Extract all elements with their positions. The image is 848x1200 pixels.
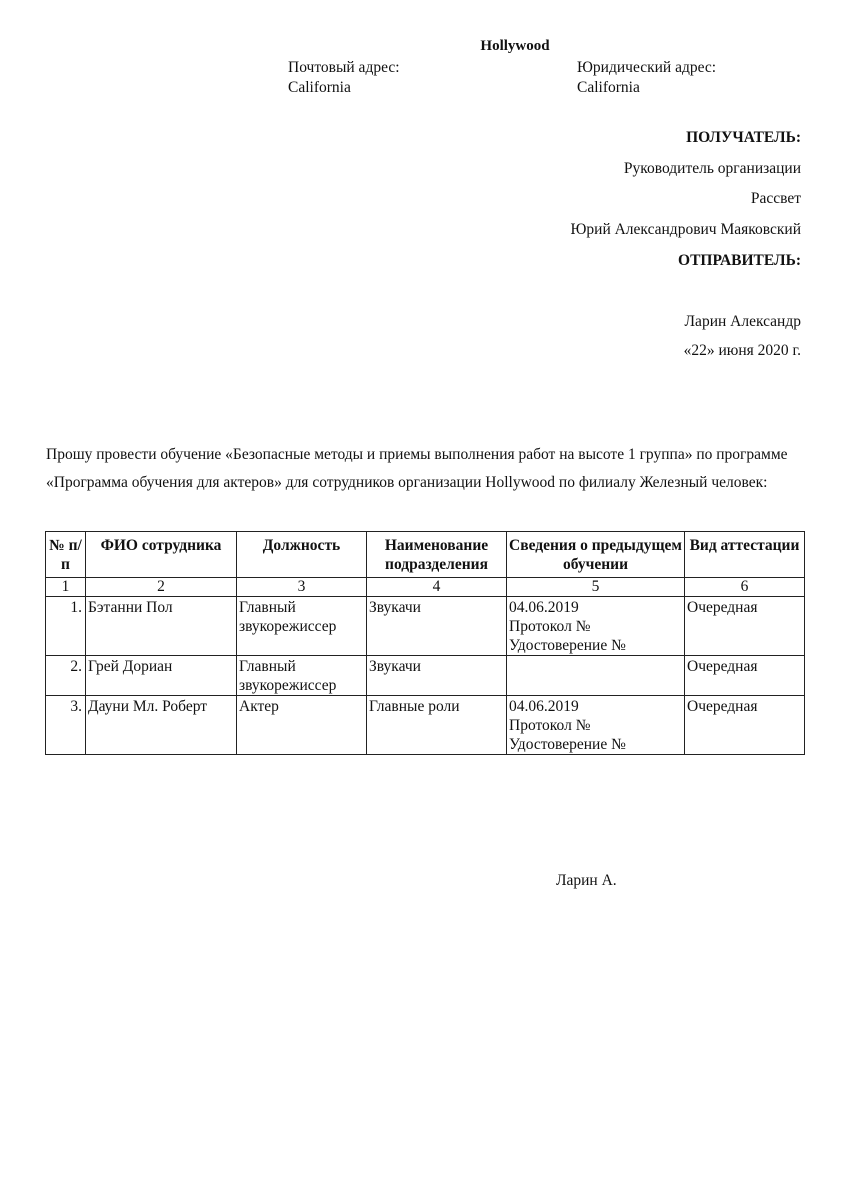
column-header: Сведения о предыдущем обучении bbox=[507, 532, 685, 578]
organization-name: Hollywood bbox=[480, 38, 550, 54]
training-date: 04.06.2019 bbox=[509, 698, 579, 715]
attestation-type: Очередная bbox=[685, 656, 805, 696]
employee-name: Грей Дориан bbox=[86, 656, 237, 696]
table-header-row bbox=[46, 532, 805, 578]
column-header: ФИО сотрудника bbox=[86, 532, 237, 578]
training-certificate: Удостоверение № bbox=[509, 637, 626, 654]
column-number: 3 bbox=[237, 578, 367, 597]
document-date: «22» июня 2020 г. bbox=[683, 342, 801, 359]
table-row bbox=[46, 656, 805, 696]
table-row bbox=[46, 696, 805, 755]
employee-department: Главные роли bbox=[367, 696, 507, 755]
column-number-row bbox=[46, 578, 805, 597]
recipient-name: Юрий Александрович Маяковский bbox=[570, 221, 801, 238]
employee-position: Актер bbox=[237, 696, 367, 755]
column-number: 6 bbox=[685, 578, 805, 597]
sender-heading: ОТПРАВИТЕЛЬ: bbox=[678, 252, 801, 269]
attestation-type: Очередная bbox=[685, 696, 805, 755]
training-protocol: Протокол № bbox=[509, 618, 591, 635]
sender-name: Ларин Александр bbox=[684, 313, 801, 330]
row-index: 3. bbox=[46, 696, 86, 755]
attestation-type: Очередная bbox=[685, 597, 805, 656]
column-header: № п/п bbox=[46, 532, 86, 578]
postal-address-value: California bbox=[288, 79, 351, 96]
employee-department: Звукачи bbox=[367, 656, 507, 696]
postal-address-label: Почтовый адрес: bbox=[288, 59, 400, 76]
staff-table bbox=[45, 531, 805, 755]
table-row bbox=[46, 597, 805, 656]
row-index: 1. bbox=[46, 597, 86, 656]
previous-training bbox=[507, 597, 685, 656]
legal-address-value: California bbox=[577, 79, 640, 96]
column-header: Должность bbox=[237, 532, 367, 578]
row-index: 2. bbox=[46, 656, 86, 696]
employee-name: Бэтанни Пол bbox=[86, 597, 237, 656]
recipient-position: Руководитель организации bbox=[623, 160, 801, 177]
signature-name: Ларин А. bbox=[556, 872, 617, 889]
column-number: 4 bbox=[367, 578, 507, 597]
column-number: 1 bbox=[46, 578, 86, 597]
previous-training bbox=[507, 696, 685, 755]
employee-department: Звукачи bbox=[367, 597, 507, 656]
employee-position: Главный звукорежиссер bbox=[237, 597, 367, 656]
training-protocol: Протокол № bbox=[509, 717, 591, 734]
recipient-heading: ПОЛУЧАТЕЛЬ: bbox=[686, 129, 801, 146]
recipient-organization: Рассвет bbox=[750, 190, 801, 207]
column-number: 2 bbox=[86, 578, 237, 597]
column-number: 5 bbox=[507, 578, 685, 597]
training-date: 04.06.2019 bbox=[509, 599, 579, 616]
employee-position: Главный звукорежиссер bbox=[237, 656, 367, 696]
previous-training bbox=[507, 656, 685, 696]
column-header: Вид аттестации bbox=[685, 532, 805, 578]
training-certificate: Удостоверение № bbox=[509, 736, 626, 753]
column-header: Наименование подразделения bbox=[367, 532, 507, 578]
employee-name: Дауни Мл. Роберт bbox=[86, 696, 237, 755]
legal-address-label: Юридический адрес: bbox=[577, 59, 717, 76]
request-paragraph: Прошу провести обучение «Безопасные методы и приемы выполнения работ на высоте 1 группа» по программе «Программа обучения для актеров» для сотрудников организации Hollywood по филиалу Железный человек: bbox=[46, 446, 788, 491]
